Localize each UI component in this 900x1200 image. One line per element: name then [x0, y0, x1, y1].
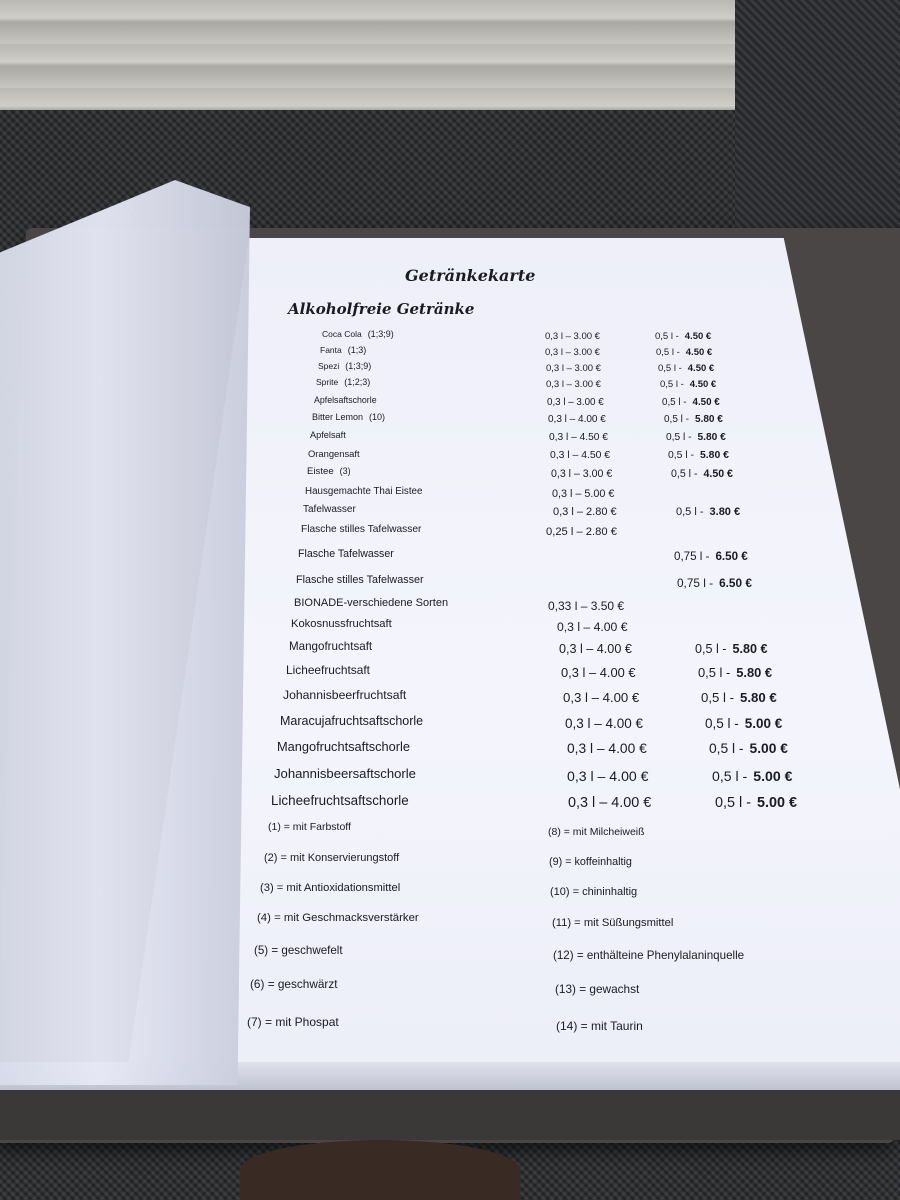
price-large-size: 0,5 l -	[695, 642, 727, 656]
price-large	[705, 716, 782, 731]
price-large	[715, 795, 797, 811]
price-large-amount: 5.00 €	[757, 795, 798, 811]
price-small: 0,3 l – 4.00 €	[568, 795, 652, 811]
price-large-amount: 5.80 €	[739, 690, 777, 705]
price-large-amount: 4.50 €	[689, 379, 717, 390]
price-large	[709, 741, 788, 756]
footnote-left: (5) = geschwefelt	[254, 944, 343, 957]
drink-name	[271, 793, 409, 808]
price-large-size: 0,5 l -	[664, 414, 690, 425]
price-large	[712, 768, 792, 784]
drink-name	[308, 448, 360, 459]
price-large-size: 0,5 l -	[658, 363, 682, 374]
price-large-size: 0,5 l -	[656, 347, 680, 358]
price-large-amount: 5.80 €	[700, 450, 729, 461]
drink-name	[291, 618, 392, 630]
drink-name	[322, 329, 394, 339]
price-small: 0,25 l – 2.80 €	[546, 526, 617, 538]
drink-name-text: Apfelsaft	[310, 430, 346, 440]
allergen-note: (1;3)	[347, 345, 367, 355]
drink-name	[310, 430, 346, 440]
price-large-amount: 5.80 €	[697, 432, 726, 443]
price-small: 0,3 l – 4.00 €	[567, 741, 647, 756]
price-large	[674, 550, 748, 563]
drink-name-text: Eistee	[307, 466, 334, 477]
price-large-size: 0,75 l -	[677, 576, 714, 590]
drink-name-text: BIONADE-verschiedene Sorten	[294, 597, 449, 609]
drink-name	[286, 663, 370, 677]
turned-plastic-sleeve[interactable]	[0, 180, 250, 1085]
drink-name-text: Mangofruchtsaftschorle	[277, 739, 411, 754]
menu-title: Getränkekarte	[405, 266, 536, 285]
price-large-size: 0,5 l -	[668, 450, 694, 461]
price-large-amount: 4.50 €	[684, 331, 712, 342]
section-title: Alkoholfreie Getränke	[288, 300, 475, 318]
footnote-right: (12) = enthälteine Phenylalaninquelle	[553, 949, 745, 962]
footnote-right: (13) = gewachst	[555, 982, 640, 996]
drink-name-text: Hausgemachte Thai Eistee	[305, 486, 423, 497]
footnote-left: (1) = mit Farbstoff	[268, 821, 351, 833]
allergen-note: (3)	[339, 466, 351, 476]
drink-name-text: Bitter Lemon	[312, 412, 364, 422]
price-large-size: 0,5 l -	[662, 397, 687, 408]
footnote-right: (8) = mit Milcheiweiß	[548, 826, 645, 838]
price-large	[655, 331, 711, 342]
drink-name	[294, 597, 448, 609]
drink-name	[280, 714, 423, 728]
drink-name	[303, 504, 356, 515]
price-large	[671, 468, 733, 480]
drink-name	[305, 486, 422, 497]
price-large-amount: 5.80 €	[732, 642, 768, 656]
price-small: 0,3 l – 3.00 €	[547, 397, 604, 408]
price-large-amount: 5.00 €	[749, 741, 788, 756]
price-small: 0,3 l – 3.00 €	[551, 468, 613, 480]
drink-name	[314, 395, 377, 405]
price-small: 0,3 l – 4.00 €	[563, 690, 640, 705]
drink-name-text: Licheefruchtsaftschorle	[271, 793, 409, 808]
footnote-left: (7) = mit Phospat	[247, 1015, 339, 1029]
drink-name-text: Coca Cola	[322, 329, 362, 339]
drink-name	[298, 548, 394, 560]
price-large-size: 0,5 l -	[715, 795, 751, 811]
price-small: 0,3 l – 4.50 €	[549, 432, 608, 443]
allergen-note: (1;3;9)	[367, 329, 394, 339]
drink-name-text: Kokosnussfruchtsaft	[291, 618, 392, 630]
price-large-amount: 4.50 €	[687, 363, 715, 374]
price-large-amount: 5.00 €	[744, 716, 783, 731]
drink-name-text: Flasche Tafelwasser	[298, 548, 394, 560]
price-small: 0,3 l – 4.00 €	[559, 642, 632, 656]
price-large-size: 0,5 l -	[676, 506, 704, 518]
price-large	[660, 379, 716, 390]
price-large-amount: 6.50 €	[715, 550, 748, 563]
footnote-left: (2) = mit Konservierungstoff	[264, 852, 400, 864]
drink-name-text: Flasche stilles Tafelwasser	[296, 574, 424, 586]
price-small: 0,3 l – 3.00 €	[546, 363, 601, 374]
price-small: 0,3 l – 3.00 €	[545, 347, 600, 358]
price-small: 0,3 l – 4.00 €	[557, 620, 628, 634]
drink-name	[277, 739, 410, 754]
drink-name	[274, 766, 416, 781]
drink-name	[312, 412, 385, 422]
drink-name	[318, 361, 371, 371]
price-large-size: 0,5 l -	[701, 690, 734, 705]
drink-name-text: Licheefruchtsaft	[286, 663, 370, 677]
menu-folder-spine	[0, 1085, 900, 1140]
price-large-size: 0,5 l -	[712, 768, 748, 784]
price-small: 0,3 l – 4.00 €	[561, 665, 636, 680]
price-large	[698, 665, 772, 680]
price-large	[676, 506, 740, 518]
price-small: 0,3 l – 3.00 €	[545, 331, 600, 342]
price-large	[656, 347, 712, 358]
drink-name-text: Apfelsaftschorle	[314, 395, 377, 405]
price-small: 0,33 l – 3.50 €	[548, 599, 625, 613]
price-small: 0,3 l – 5.00 €	[552, 488, 615, 500]
drink-name-text: Tafelwasser	[303, 504, 356, 515]
drink-name	[296, 574, 424, 586]
drink-name-text: Flasche stilles Tafelwasser	[301, 524, 422, 535]
price-large-amount: 5.80 €	[695, 414, 723, 425]
drink-name	[320, 345, 366, 355]
price-large-amount: 5.80 €	[736, 665, 773, 680]
footnote-left: (6) = geschwärzt	[250, 977, 338, 991]
allergen-note: (1;2;3)	[344, 377, 371, 387]
price-small: 0,3 l – 3.00 €	[546, 379, 601, 390]
drink-name	[301, 524, 421, 535]
price-large-amount: 4.50 €	[685, 347, 713, 358]
drink-name	[283, 688, 406, 702]
price-large-size: 0,5 l -	[671, 468, 698, 480]
price-large-amount: 4.50 €	[703, 468, 733, 480]
price-small: 0,3 l – 4.00 €	[565, 716, 644, 731]
price-small: 0,3 l – 4.50 €	[550, 450, 611, 461]
hand-shadow	[240, 1140, 520, 1200]
drink-name	[307, 466, 351, 477]
price-large-size: 0,5 l -	[655, 331, 679, 342]
price-large	[658, 363, 714, 374]
price-large-amount: 4.50 €	[692, 397, 720, 408]
drink-name-text: Sprite	[316, 377, 339, 387]
price-large-size: 0,5 l -	[705, 716, 739, 731]
footnote-right: (14) = mit Taurin	[556, 1019, 643, 1033]
price-large	[668, 450, 729, 461]
drink-name-text: Orangensaft	[308, 448, 360, 459]
price-large-size: 0,5 l -	[660, 379, 684, 390]
footnote-left: (3) = mit Antioxidationsmittel	[260, 882, 401, 894]
price-large-size: 0,5 l -	[698, 665, 731, 680]
price-large-size: 0,5 l -	[709, 741, 744, 756]
footnote-left: (4) = mit Geschmacksverstärker	[257, 912, 419, 924]
drink-name-text: Johannisbeerfruchtsaft	[283, 688, 407, 702]
price-large	[701, 690, 777, 705]
price-large-amount: 5.00 €	[753, 768, 793, 784]
drink-name-text: Maracujafruchtsaftschorle	[280, 714, 424, 728]
price-large	[695, 642, 768, 656]
price-large	[677, 576, 752, 590]
price-large	[662, 397, 720, 408]
price-small: 0,3 l – 4.00 €	[548, 414, 606, 425]
price-large-size: 0,5 l -	[666, 432, 692, 443]
footnote-right: (11) = mit Süßungsmittel	[552, 917, 674, 929]
price-large-size: 0,75 l -	[674, 550, 710, 563]
price-small: 0,3 l – 2.80 €	[553, 506, 617, 518]
price-large	[666, 432, 726, 443]
drink-name-text: Fanta	[320, 345, 342, 355]
footnote-right: (9) = koffeinhaltig	[549, 856, 632, 868]
drink-name-text: Mangofruchtsaft	[289, 640, 373, 653]
footnote-right: (10) = chininhaltig	[550, 886, 638, 898]
price-small: 0,3 l – 4.00 €	[567, 768, 649, 784]
drink-name-text: Spezi	[318, 361, 340, 371]
price-large-amount: 6.50 €	[719, 576, 752, 590]
allergen-note: (10)	[369, 412, 386, 422]
drink-name	[289, 640, 372, 653]
price-large	[664, 414, 723, 425]
price-large-amount: 3.80 €	[709, 506, 741, 518]
drink-name	[316, 377, 370, 387]
allergen-note: (1;3;9)	[345, 361, 372, 371]
drink-name-text: Johannisbeersaftschorle	[274, 766, 416, 781]
